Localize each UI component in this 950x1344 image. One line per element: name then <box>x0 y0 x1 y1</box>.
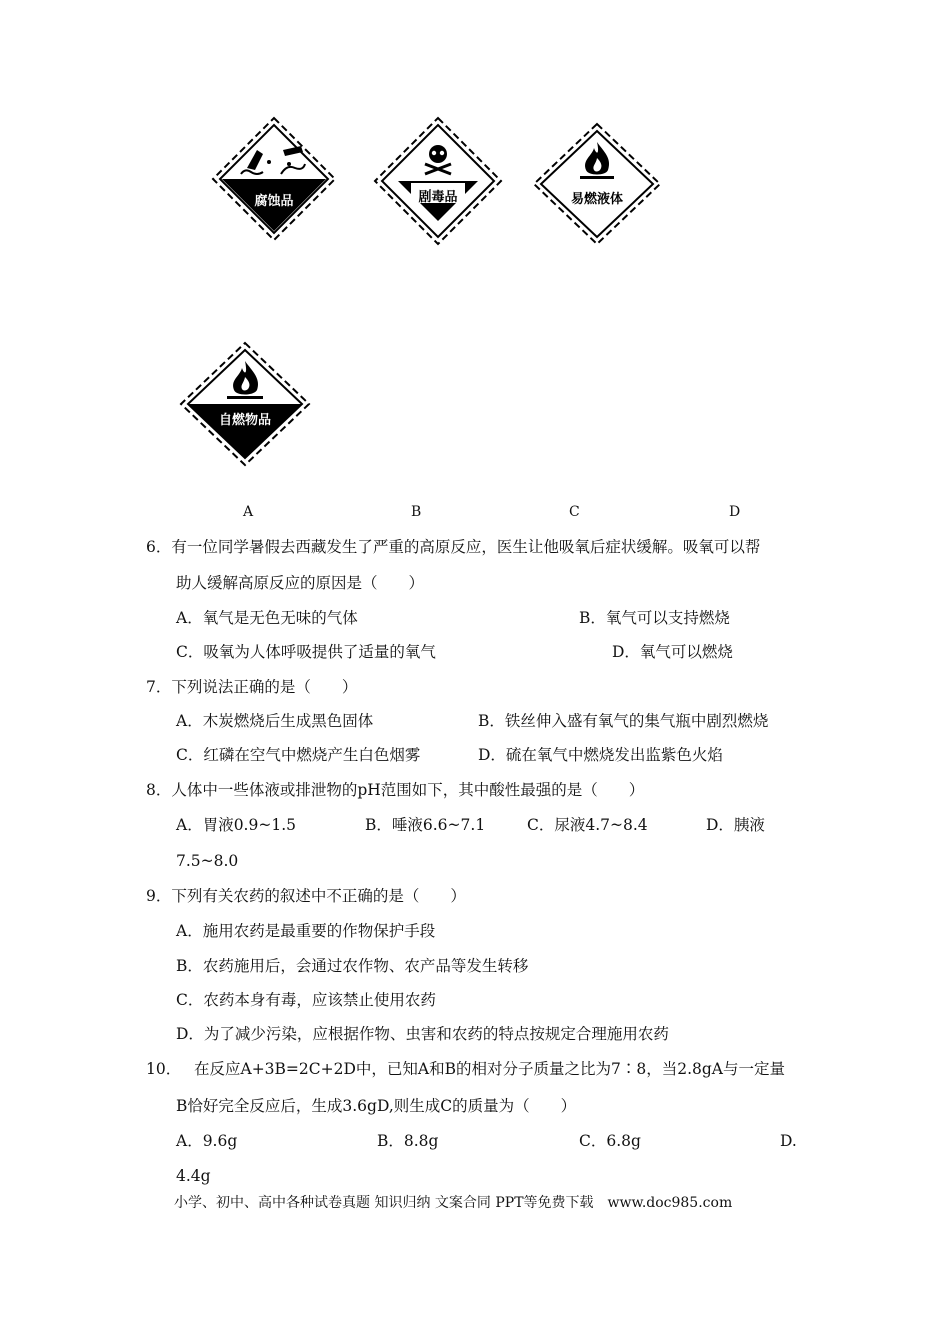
q6-option-a: A．氧气是无色无味的气体 <box>176 609 358 627</box>
q8-option-a: A．胃液0.9~1.5 <box>176 816 296 834</box>
option-letter-d: D <box>729 504 741 520</box>
q6-option-b: B．氧气可以支持燃烧 <box>579 609 730 627</box>
q10-option-b: B．8.8g <box>377 1132 439 1150</box>
q10-number: 10． <box>146 1060 182 1078</box>
q10-option-a: A．9.6g <box>176 1132 238 1150</box>
q7-option-a: A．木炭燃烧后生成黑色固体 <box>176 712 374 730</box>
q9-option-b: B．农药施用后，会通过农作物、农产品等发生转移 <box>176 957 529 975</box>
hazard-sign-label: 自燃物品 <box>218 413 271 428</box>
q7-option-b: B．铁丝伸入盛有氧气的集气瓶中剧烈燃烧 <box>478 712 769 730</box>
q8-option-b: B．唾液6.6~7.1 <box>365 816 486 834</box>
q10-stem-line2: B恰好完全反应后，生成3.6gD,则生成C的质量为（ ） <box>176 1097 577 1115</box>
hazard-sign-label: 腐蚀品 <box>254 194 294 209</box>
hazard-sign-flammable-liquid <box>532 122 662 246</box>
hazard-sign-label: 易燃液体 <box>570 192 623 207</box>
option-letter-a: A <box>243 504 254 520</box>
q10-option-d: D. <box>780 1132 797 1150</box>
page-footer: 小学、初中、高中各种试卷真题 知识归纳 文案合同 PPT等免费下载 www.doc985.com <box>174 1195 733 1211</box>
q9-option-d: D．为了减少污染，应根据作物、虫害和农药的特点按规定合理施用农药 <box>176 1025 669 1043</box>
q6-stem-line2: 助人缓解高原反应的原因是（ ） <box>176 574 425 592</box>
option-letter-c: C <box>569 504 580 520</box>
q6-option-d: D．氧气可以燃烧 <box>612 643 733 661</box>
q9-option-c: C．农药本身有毒，应该禁止使用农药 <box>176 991 436 1009</box>
option-letter-b: B <box>411 504 422 520</box>
hazard-sign-label: 剧毒品 <box>418 190 458 205</box>
q8-option-c: C．尿液4.7~8.4 <box>527 816 648 834</box>
q9-option-a: A．施用农药是最重要的作物保护手段 <box>176 922 436 940</box>
q10-stem-line1: 在反应A+3B=2C+2D中，已知A和B的相对分子质量之比为7∶8，当2.8gA与一定量 <box>194 1060 785 1078</box>
q10-option-c: C．6.8g <box>579 1132 641 1150</box>
q10-option-d-continued: 4.4g <box>176 1167 211 1185</box>
hazard-sign-toxic <box>373 116 503 246</box>
q6-option-c: C．吸氧为人体呼吸提供了适量的氧气 <box>176 643 436 661</box>
q8-option-d-continued: 7.5~8.0 <box>176 852 239 870</box>
q9-stem: 9．下列有关农药的叙述中不正确的是（ ） <box>146 887 466 905</box>
q6-stem-line1: 6．有一位同学暑假去西藏发生了严重的高原反应，医生让他吸氧后症状缓解。吸氧可以帮 <box>146 538 761 556</box>
q7-stem: 7．下列说法正确的是（ ） <box>146 678 358 696</box>
q7-option-d: D．硫在氧气中燃烧发出监紫色火焰 <box>478 746 723 764</box>
hazard-sign-corrosive <box>211 116 337 242</box>
q7-option-c: C．红磷在空气中燃烧产生白色烟雾 <box>176 746 421 764</box>
hazard-sign-spontaneous-combustion <box>179 341 311 467</box>
q8-option-d: D．胰液 <box>706 816 765 834</box>
q8-stem: 8．人体中一些体液或排泄物的pH范围如下，其中酸性最强的是（ ） <box>146 781 645 799</box>
